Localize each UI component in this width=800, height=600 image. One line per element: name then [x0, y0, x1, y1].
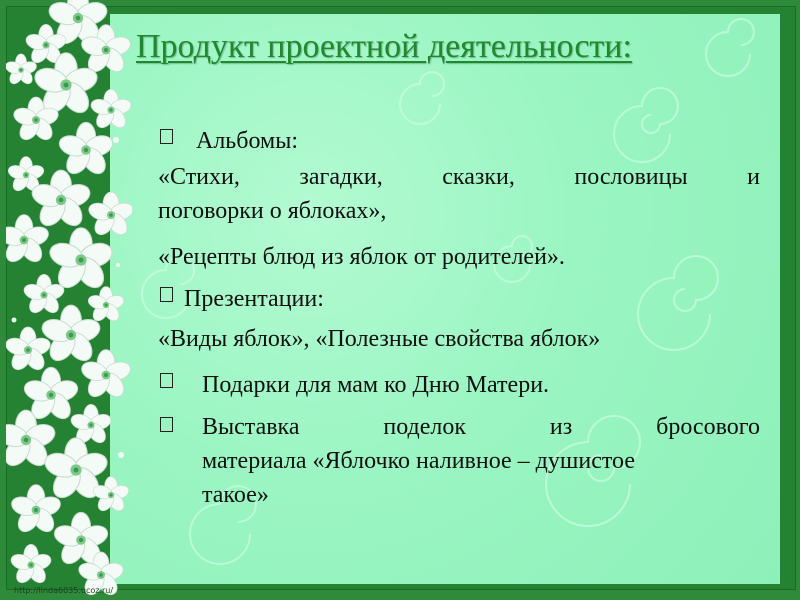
- slide-content: [158, 120, 760, 512]
- list-item-apple-kinds: [158, 322, 760, 356]
- list-item-albums: [158, 120, 760, 160]
- checkbox-bullet-icon: [158, 128, 176, 146]
- item-label: Альбомы:: [196, 128, 298, 154]
- source-credit: http://linda6035.ucoz.ru/: [14, 586, 114, 595]
- list-item-presentations: [158, 278, 760, 318]
- item-label: Презентации:: [184, 286, 324, 312]
- item-text: «Рецепты блюд из яблок от родителей».: [158, 244, 565, 270]
- item-line: поговорки о яблоках»,: [158, 198, 387, 224]
- white-flower-icon: [6, 0, 132, 598]
- slide-title: Продукт проектной деятельности:: [136, 28, 632, 65]
- checkbox-bullet-icon: [158, 416, 176, 434]
- list-item-recipes: [158, 240, 760, 274]
- checkbox-bullet-icon: [158, 372, 176, 390]
- checkbox-bullet-icon: [158, 286, 176, 304]
- item-line: материала «Яблочко наливное – душистое: [202, 448, 635, 474]
- item-line: такое»: [202, 482, 269, 508]
- item-text: Подарки для мам ко Дню Матери.: [202, 372, 550, 398]
- flower-border: [6, 0, 132, 600]
- list-item-gifts: [158, 364, 760, 404]
- list-item-albums-poems-cont: [158, 194, 760, 228]
- item-line: «Стихи, загадки, сказки, пословицы и: [158, 164, 760, 190]
- list-item-albums-poems: [158, 160, 760, 194]
- list-item-exhibition: [158, 410, 760, 512]
- item-text: «Виды яблок», «Полезные свойства яблок»: [158, 326, 601, 352]
- item-line: Выставка поделок из бросового: [202, 414, 760, 440]
